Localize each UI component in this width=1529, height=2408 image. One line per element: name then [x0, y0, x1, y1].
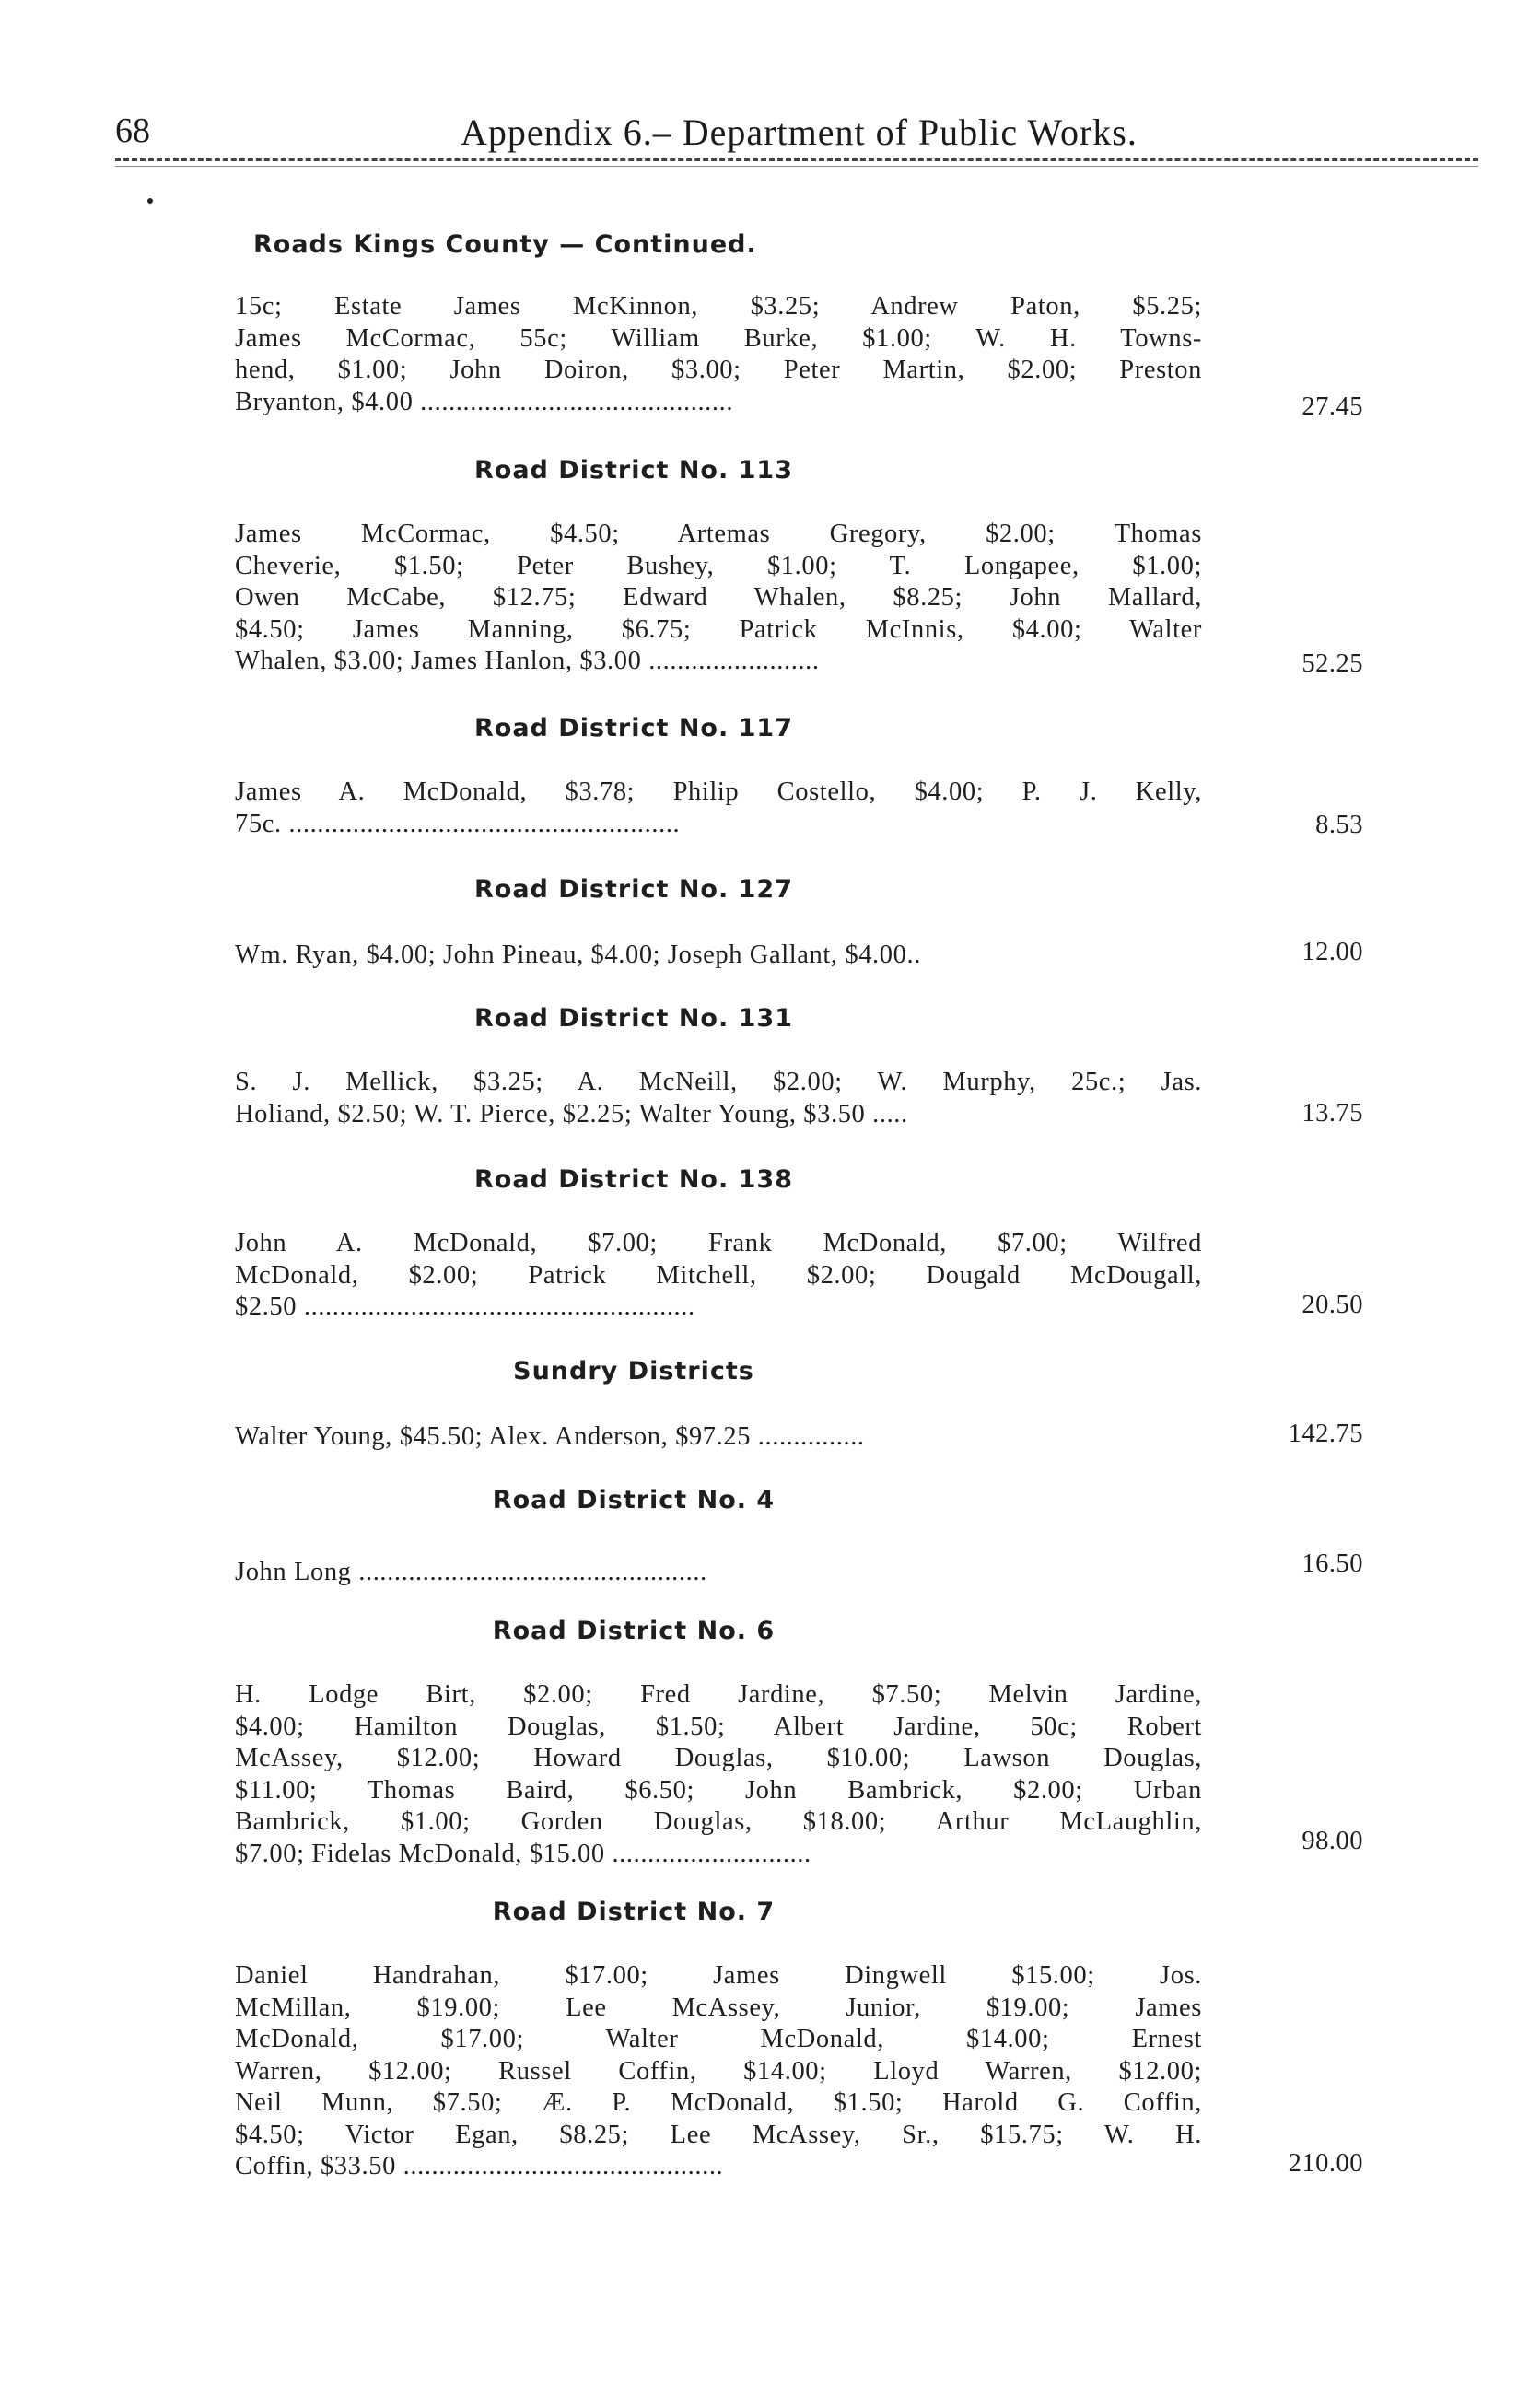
header-rule-thin — [115, 166, 1478, 167]
entry-line: $4.00; Hamilton Douglas, $1.50; Albert Jardine, 50c; Robert — [235, 1712, 1202, 1741]
entry-line: Warren, $12.00; Russel Coffin, $14.00; Lloyd Warren, $12.00; — [235, 2056, 1202, 2086]
page-number: 68 — [115, 111, 150, 150]
section-entry-district-113 — [235, 519, 1202, 678]
stray-mark — [147, 198, 153, 204]
entry-line: McDonald, $17.00; Walter McDonald, $14.00; Ernest — [235, 2025, 1202, 2053]
entry-line: Whalen, $3.00; James Hanlon, $3.00 ........................ — [235, 647, 820, 675]
section-entry-district-127 — [235, 940, 1202, 972]
section-heading-district-113: Road District No. 113 — [474, 456, 793, 485]
entry-line: Coffin, $33.50 ............................................. — [235, 2152, 724, 2180]
section-amount-district-4: 16.50 — [1301, 1549, 1363, 1578]
section-amount-district-131: 13.75 — [1301, 1099, 1363, 1128]
entry-line: McAssey, $12.00; Howard Douglas, $10.00; Lawson Douglas, — [235, 1744, 1202, 1772]
entry-line: Owen McCabe, $12.75; Edward Whalen, $8.25; John Mallard, — [235, 583, 1202, 612]
entry-line: James McCormac, 55c; William Burke, $1.00; W. H. Towns- — [235, 323, 1202, 353]
section-entry-district-131 — [235, 1067, 1202, 1130]
section-entry-district-7 — [235, 1960, 1202, 2183]
section-entry-district-4 — [235, 1557, 1202, 1589]
entry-line: John Long ................................................. — [235, 1558, 707, 1586]
entry-line: Bambrick, $1.00; Gorden Douglas, $18.00; Arthur McLaughlin, — [235, 1807, 1202, 1836]
entry-line: 15c; Estate James McKinnon, $3.25; Andrew Paton, $5.25; — [235, 292, 1202, 321]
entry-line: John A. McDonald, $7.00; Frank McDonald, $7.00; Wilfred — [235, 1229, 1202, 1257]
entry-line: Walter Young, $45.50; Alex. Anderson, $97.25 ............... — [235, 1422, 865, 1451]
entry-line: $7.00; Fidelas McDonald, $15.00 ............................ — [235, 1839, 811, 1868]
section-entry-roads-kings-county — [235, 291, 1202, 418]
section-heading-district-117: Road District No. 117 — [474, 714, 793, 742]
entry-line: $11.00; Thomas Baird, $6.50; John Bambrick, $2.00; Urban — [235, 1775, 1202, 1805]
section-amount-district-7: 210.00 — [1288, 2149, 1363, 2178]
entry-line: $4.50; James Manning, $6.75; Patrick McInnis, $4.00; Walter — [235, 614, 1202, 644]
entry-line: hend, $1.00; John Doiron, $3.00; Peter Martin, $2.00; Preston — [235, 356, 1202, 384]
section-amount-district-117: 8.53 — [1315, 811, 1363, 839]
section-heading-district-138: Road District No. 138 — [474, 1165, 793, 1194]
entry-line: Holiand, $2.50; W. T. Pierce, $2.25; Walter Young, $3.50 ..... — [235, 1099, 908, 1128]
entry-line: Bryanton, $4.00 ............................................ — [235, 387, 734, 416]
section-heading-district-7: Road District No. 7 — [492, 1898, 776, 1926]
entry-line: Cheverie, $1.50; Peter Bushey, $1.00; T. Longapee, $1.00; — [235, 551, 1202, 580]
section-heading-district-6: Road District No. 6 — [492, 1617, 776, 1645]
entry-line: $4.50; Victor Egan, $8.25; Lee McAssey, Sr., $15.75; W. H. — [235, 2120, 1202, 2149]
entry-line: S. J. Mellick, $3.25; A. McNeill, $2.00; W. Murphy, 25c.; Jas. — [235, 1068, 1202, 1096]
running-title: Appendix 6.– Department of Public Works. — [461, 111, 1138, 153]
section-amount-roads-kings-county: 27.45 — [1301, 392, 1363, 421]
entry-line: McMillan, $19.00; Lee McAssey, Junior, $19.00; James — [235, 1993, 1202, 2022]
section-heading-roads-kings-county: Roads Kings County — Continued. — [253, 230, 757, 259]
section-amount-sundry-districts: 142.75 — [1288, 1420, 1363, 1448]
entry-line: H. Lodge Birt, $2.00; Fred Jardine, $7.50; Melvin Jardine, — [235, 1680, 1202, 1709]
entry-line: Neil Munn, $7.50; Æ. P. McDonald, $1.50; Harold G. Coffin, — [235, 2088, 1202, 2117]
entry-line: 75c. ....................................................... — [235, 809, 681, 838]
section-entry-district-6 — [235, 1679, 1202, 1870]
entry-line: Daniel Handrahan, $17.00; James Dingwell $15.00; Jos. — [235, 1961, 1202, 1990]
section-entry-district-117 — [235, 777, 1202, 840]
section-amount-district-113: 52.25 — [1301, 649, 1363, 678]
header-rule — [115, 158, 1478, 161]
entry-line: James A. McDonald, $3.78; Philip Costello, $4.00; P. J. Kelly, — [235, 777, 1202, 806]
section-heading-sundry-districts: Sundry Districts — [513, 1357, 754, 1385]
section-amount-district-138: 20.50 — [1301, 1291, 1363, 1319]
entry-line: Wm. Ryan, $4.00; John Pineau, $4.00; Joseph Gallant, $4.00.. — [235, 941, 921, 969]
section-amount-district-127: 12.00 — [1301, 938, 1363, 966]
entry-line: $2.50 ....................................................... — [235, 1292, 695, 1321]
section-entry-district-138 — [235, 1228, 1202, 1324]
entry-line: James McCormac, $4.50; Artemas Gregory, $2.00; Thomas — [235, 520, 1202, 548]
entry-line: McDonald, $2.00; Patrick Mitchell, $2.00; Dougald McDougall, — [235, 1260, 1202, 1290]
section-entry-sundry-districts — [235, 1421, 1202, 1454]
section-amount-district-6: 98.00 — [1301, 1827, 1363, 1855]
section-heading-district-127: Road District No. 127 — [474, 875, 793, 904]
section-heading-district-4: Road District No. 4 — [492, 1486, 776, 1514]
section-heading-district-131: Road District No. 131 — [474, 1004, 793, 1033]
